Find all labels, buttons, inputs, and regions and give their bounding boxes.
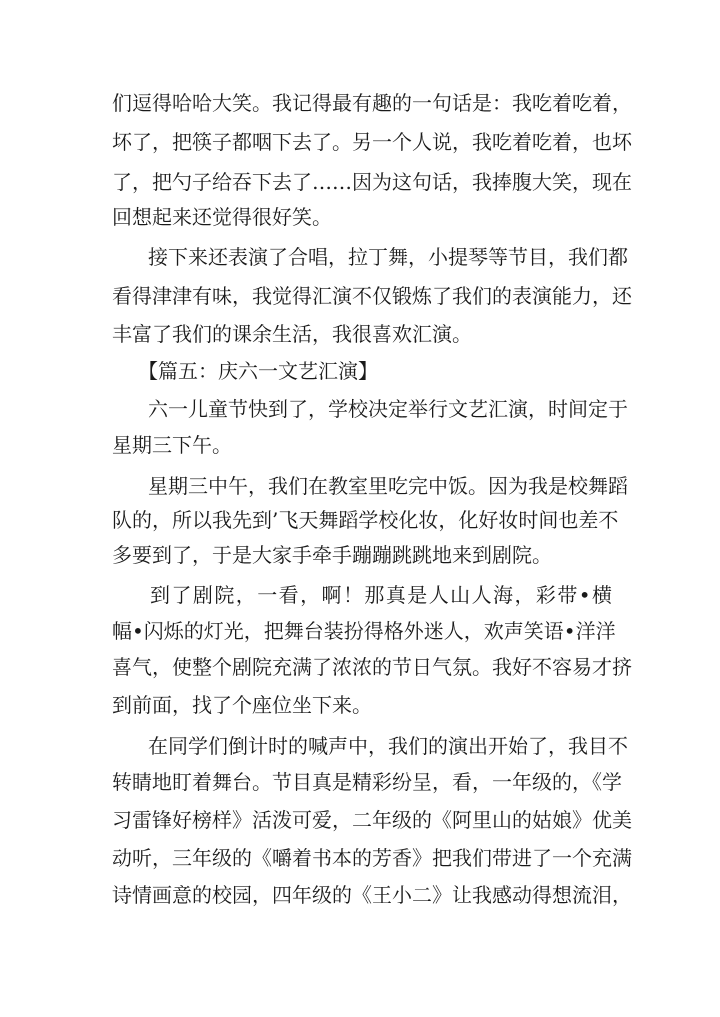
text-line: 丰富了我们的课余生活，我很喜欢汇演。 [112, 322, 472, 346]
text-line: 看得津津有味，我觉得汇演不仅锻炼了我们的表演能力，还 [112, 284, 632, 308]
text-line: 接下来还表演了合唱，拉丁舞，小提琴等节目，我们都 [148, 245, 628, 269]
text-line: 到了剧院，一看，啊！那真是人山人海，彩带•横 [150, 583, 612, 607]
text-line: 了，把勺子给吞下去了……因为这句话，我捧腹大笑，现在 [112, 170, 632, 194]
text-line: 队的，所以我先到’飞天舞蹈学校化妆，化好妆时间也差不 [112, 508, 619, 532]
text-line: 幅•闪烁的灯光，把舞台装扮得格外迷人，欢声笑语•洋洋 [112, 619, 616, 643]
text-line: 习雷锋好榜样》活泼可爱，二年级的《阿里山的姑娘》优美 [112, 808, 632, 832]
text-line: 回想起来还觉得很好笑。 [112, 205, 332, 229]
text-line: 动听，三年级的《嚼着书本的芳香》把我们带进了一个充满 [112, 846, 632, 870]
text-line: 星期三中午，我们在教室里吃完中饭。因为我是校舞蹈 [148, 474, 628, 498]
text-line: 转睛地盯着舞台。节目真是精彩纷呈，看，一年级的，《学 [112, 770, 622, 794]
text-line: 诗情画意的校园，四年级的《王小二》让我感动得想流泪， [112, 883, 632, 907]
text-line: 们逗得哈哈大笑。我记得最有趣的一句话是：我吃着吃着， [112, 91, 632, 115]
text-line: 多要到了，于是大家手牵手蹦蹦跳跳地来到剧院。 [112, 543, 552, 567]
text-line: 星期三下午。 [112, 433, 232, 457]
text-line: 六一儿童节快到了，学校决定举行文艺汇演，时间定于 [148, 397, 628, 421]
text-line: 到前面，找了个座位坐下来。 [112, 693, 372, 717]
text-line: 喜气，使整个剧院充满了浓浓的节日气氛。我好不容易才挤 [112, 655, 632, 679]
text-line: 在同学们倒计时的喊声中，我们的演出开始了，我目不 [148, 734, 628, 758]
section-heading: 【篇五：庆六一文艺汇演】 [138, 359, 378, 383]
text-line: 坏了，把筷子都咽下去了。另一个人说，我吃着吃着，也坏 [112, 130, 632, 154]
